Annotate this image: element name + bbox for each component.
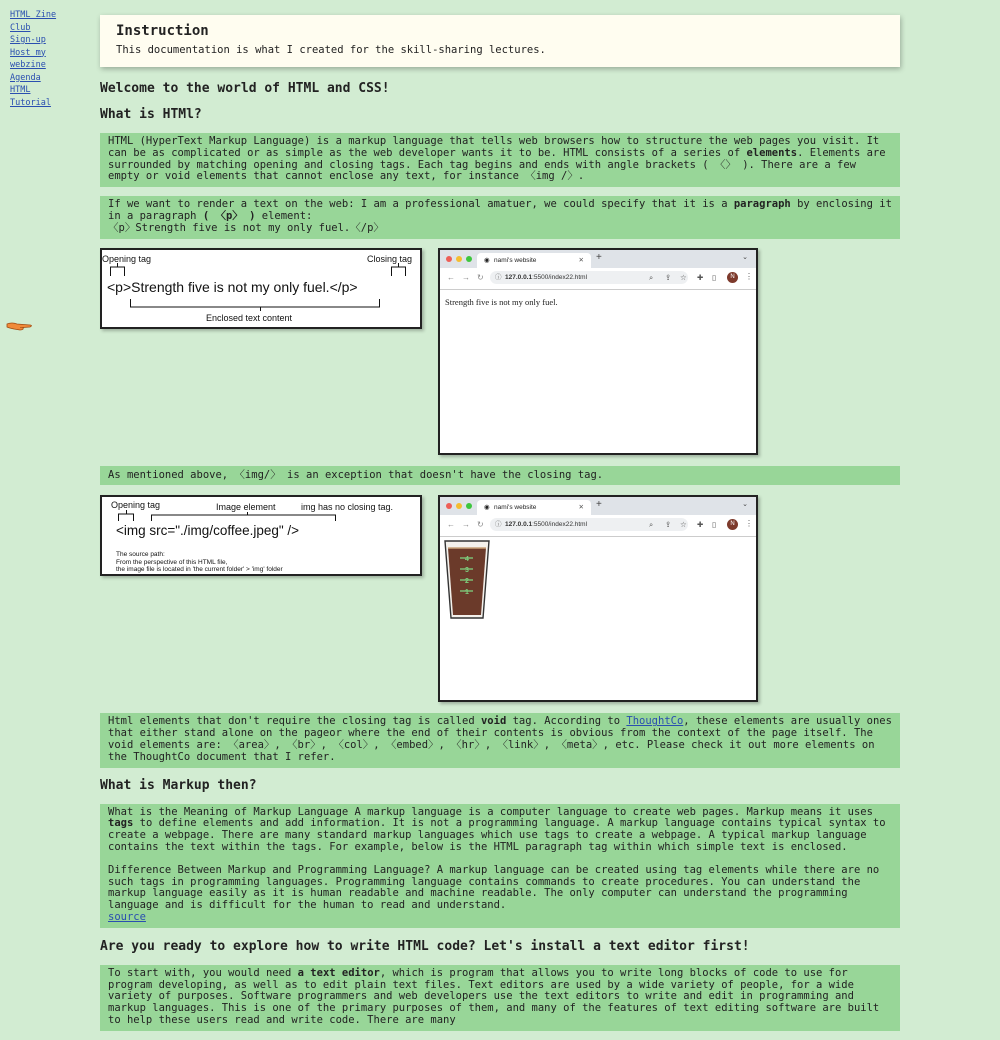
- browser-address-bar: [440, 268, 756, 290]
- paragraph-code-example: 〈p〉Strength five is not my only fuel.〈/p〉: [108, 221, 384, 234]
- pointing-hand-icon: [6, 319, 34, 333]
- nav-link-html[interactable]: HTML: [10, 85, 31, 95]
- browser-tab-bar: [440, 250, 756, 268]
- url-path: :5500/index22.html: [532, 521, 588, 529]
- extensions-icon[interactable]: ✚: [697, 520, 704, 530]
- intro-text-part1: HTML (HyperText Markup Language) is a markup language that tells web browsers how to structure the web pages you visit. It can be as complicated or as simple as the web developer wants it to be. HTML consists of a series of: [108, 135, 880, 159]
- img-code: <img src="./img/coffee.jpeg" />: [116, 523, 300, 539]
- markup-p1-part1: What is the Meaning of Markup Language A markup language is a computer language to create web pages. Markup means it uses: [108, 805, 873, 818]
- url-host: 127.0.0.1: [505, 273, 533, 281]
- chevron-down-icon[interactable]: ⌄: [742, 501, 748, 509]
- void-text-part1: Html elements that don't require the closing tag is called: [108, 715, 481, 728]
- minimize-window-dot[interactable]: [456, 256, 462, 262]
- nav-link-club[interactable]: Club: [10, 22, 31, 33]
- browser-window-2: [438, 495, 758, 702]
- source-link[interactable]: source: [108, 910, 146, 923]
- editor-text: [108, 968, 892, 1027]
- globe-icon: ◉: [484, 504, 490, 512]
- void-box: [100, 713, 900, 767]
- figure-row-paragraph: [100, 248, 900, 455]
- close-tab-icon[interactable]: ✕: [578, 256, 584, 264]
- void-text-part3: , these elements are usually ones that either stand alone on the pageor where the end of their contents is obvious from the context of the page itself. The void elements are: 〈area〉, 〈br〉, 〈col〉, 〈embed〉, 〈hr〉, 〈link〉, 〈meta〉, etc. Please check it out more elements on the ThoughtCo document that I refer.: [108, 715, 892, 763]
- sidebar-toggle-icon[interactable]: ▯: [712, 520, 717, 530]
- share-icon[interactable]: ⇪: [665, 520, 672, 530]
- editor-text-part1: To start with, you would need: [108, 966, 298, 979]
- star-icon[interactable]: ☆: [680, 520, 687, 530]
- paragraph-tag-bold: ( 〈p〉 ): [202, 209, 256, 222]
- void-text-part2: tag. According to: [506, 715, 627, 728]
- paragraph-text-bold: paragraph: [733, 198, 791, 211]
- maximize-window-dot[interactable]: [466, 256, 472, 262]
- nav-link-html-zine[interactable]: HTML Zine: [10, 10, 57, 20]
- browser-tab[interactable]: [477, 253, 591, 268]
- figure-row-image: [100, 495, 900, 702]
- nav-link-sign-up[interactable]: Sign-up: [10, 35, 46, 45]
- nav-link-tutorial[interactable]: Tutorial: [10, 97, 51, 108]
- back-arrow-icon[interactable]: ←: [447, 520, 455, 530]
- back-arrow-icon[interactable]: ←: [447, 272, 455, 282]
- close-window-dot[interactable]: [446, 503, 452, 509]
- paragraph-text: [108, 199, 892, 234]
- paragraph-tag-diagram: [100, 248, 422, 329]
- cup-mark-3: 3: [465, 567, 469, 575]
- markup-p1-bold: tags: [108, 817, 134, 830]
- info-icon: ⓘ: [495, 273, 502, 281]
- rendered-paragraph: Strength five is not my only fuel.: [445, 296, 558, 307]
- extensions-icon[interactable]: ✚: [697, 272, 704, 282]
- editor-heading: Are you ready to explore how to write HTML code? Let's install a text editor first!: [100, 938, 750, 954]
- url-host: 127.0.0.1: [505, 521, 533, 529]
- profile-avatar[interactable]: N: [727, 272, 738, 283]
- img-note-box: [100, 466, 900, 486]
- cup-mark-4: 4: [465, 556, 469, 564]
- source-path-note-3: the image file is located in 'the current folder' > 'img' folder: [116, 566, 283, 574]
- instruction-title: Instruction: [116, 23, 209, 39]
- markup-p2-text: Difference Between Markup and Programming Language? A markup language can be created using tag elements while there are no such tags in programming languages. Programming language contains commands to create procedures. You can understand the markup language easily as it is human readable and machine readable. The only computer can understand the programming language and is difficult for the human to read and understand.: [108, 863, 880, 912]
- browser-page-content: [440, 290, 756, 314]
- markup-p1-part2: to define elements and add information. It is not a programming language. A markup language contains typical syntax to create a webpage. There are many standard markup languages which use tags to create a webpage. A typical markup language contains the text within the tags. For example, below is the HTML paragraph tag within which simple text is enclosed.: [108, 817, 886, 853]
- source-path-note-2: From the perspective of this HTML file,: [116, 559, 228, 567]
- url-path: :5500/index22.html: [532, 273, 588, 281]
- editor-text-part2: , which is program that allows you to write long blocks of code to use for program developing, as well as to edit plain text files. Text editors are used by a wide variety of people, for a wide variety of purposes. Software programmers and web developers use the text editors to write and edit in programming and markup languages. This is one of the primary purposes of them, and many of the features of text editing software are built to help these users read and write code. There are many: [108, 966, 880, 1026]
- no-closing-tag-label: img has no closing tag.: [301, 502, 394, 513]
- url-text: [505, 518, 587, 531]
- paragraph-text-part1: If we want to render a text on the web: I am a professional amatuer, we could specify that it is a: [108, 198, 734, 211]
- enclosed-text-label: Enclosed text content: [206, 312, 293, 323]
- intro-text-part2: . Elements are surrounded by matching opening and closing tags. Each tag begins and ends with angle brackets ( 〈〉 ). There are a few empty or void elements that cannot enclose any text, for instance 〈img /〉.: [108, 146, 886, 183]
- paragraph-text-part3: element:: [255, 209, 313, 222]
- paragraph-text-part2: by enclosing it in a paragraph: [108, 198, 892, 222]
- more-menu-icon[interactable]: ⋮: [745, 271, 753, 281]
- tab-title: nami's website: [494, 256, 537, 264]
- tab-title: nami's website: [494, 504, 537, 512]
- nav-link-host-my[interactable]: Host my: [10, 47, 46, 58]
- url-field[interactable]: [490, 271, 688, 284]
- source-path-note-1: The source path:: [116, 551, 165, 559]
- img-opening-tag-label: Opening tag: [111, 500, 161, 511]
- intro-text-bold: elements: [746, 146, 798, 159]
- intro-text: [108, 136, 892, 183]
- browser-tab-bar: [440, 497, 756, 515]
- info-icon: ⓘ: [495, 521, 502, 529]
- close-tab-icon[interactable]: ✕: [578, 504, 584, 512]
- close-window-dot[interactable]: [446, 256, 452, 262]
- reload-icon[interactable]: ↻: [477, 272, 484, 282]
- void-text-bold: void: [480, 715, 507, 728]
- browser-address-bar: [440, 515, 756, 537]
- markup-heading: What is Markup then?: [100, 777, 257, 793]
- image-element-label: Image element: [216, 502, 276, 513]
- star-icon[interactable]: ☆: [680, 272, 687, 282]
- minimize-window-dot[interactable]: [456, 503, 462, 509]
- void-text: [108, 716, 892, 763]
- markup-paragraph-1: [108, 807, 892, 854]
- intro-box: [100, 133, 900, 187]
- url-field[interactable]: [490, 518, 688, 531]
- forward-arrow-icon[interactable]: →: [462, 520, 470, 530]
- main-content: [100, 15, 900, 1040]
- editor-box: [100, 965, 900, 1031]
- globe-icon: ◉: [484, 256, 490, 264]
- browser-tab[interactable]: [477, 500, 591, 515]
- coffee-cup-image: [443, 538, 493, 622]
- maximize-window-dot[interactable]: [466, 503, 472, 509]
- instruction-text: This documentation is what I created for the skill-sharing lectures.: [116, 44, 546, 56]
- sidebar-nav: [10, 9, 80, 109]
- instruction-card: [100, 15, 900, 67]
- opening-tag-label: Opening tag: [102, 253, 152, 264]
- browser-window-1: [438, 248, 758, 455]
- nav-link-agenda[interactable]: Agenda: [10, 72, 41, 83]
- img-tag-diagram: [100, 495, 422, 576]
- paragraph-box: [100, 196, 900, 238]
- img-note-text: As mentioned above, 〈img/〉 is an exception that doesn't have the closing tag.: [108, 468, 604, 481]
- profile-avatar[interactable]: N: [727, 519, 738, 530]
- zoom-icon[interactable]: ⌕: [649, 520, 654, 530]
- url-text: [505, 271, 587, 284]
- sidebar-toggle-icon[interactable]: ▯: [712, 272, 717, 282]
- nav-link-webzine[interactable]: webzine: [10, 60, 46, 70]
- new-tab-icon[interactable]: +: [596, 499, 602, 511]
- what-is-html-heading: What is HTMl?: [100, 107, 202, 122]
- paragraph-code: <p>Strength five is not my only fuel.</p>: [107, 278, 358, 295]
- new-tab-icon[interactable]: +: [596, 251, 602, 263]
- cup-mark-1: 1: [465, 589, 469, 597]
- chevron-down-icon[interactable]: ⌄: [742, 253, 748, 261]
- markup-paragraph-2: [108, 865, 892, 924]
- share-icon[interactable]: ⇪: [665, 272, 672, 282]
- closing-tag-label: Closing tag: [366, 253, 412, 264]
- more-menu-icon[interactable]: ⋮: [745, 519, 753, 529]
- cup-mark-2: 2: [465, 578, 469, 586]
- welcome-heading: Welcome to the world of HTML and CSS!: [100, 81, 390, 96]
- editor-text-bold: a text editor: [297, 966, 380, 979]
- markup-box: [100, 804, 900, 928]
- thoughtco-link[interactable]: ThoughtCo: [626, 715, 684, 728]
- zoom-icon[interactable]: ⌕: [649, 272, 654, 282]
- forward-arrow-icon[interactable]: →: [462, 272, 470, 282]
- reload-icon[interactable]: ↻: [477, 520, 484, 530]
